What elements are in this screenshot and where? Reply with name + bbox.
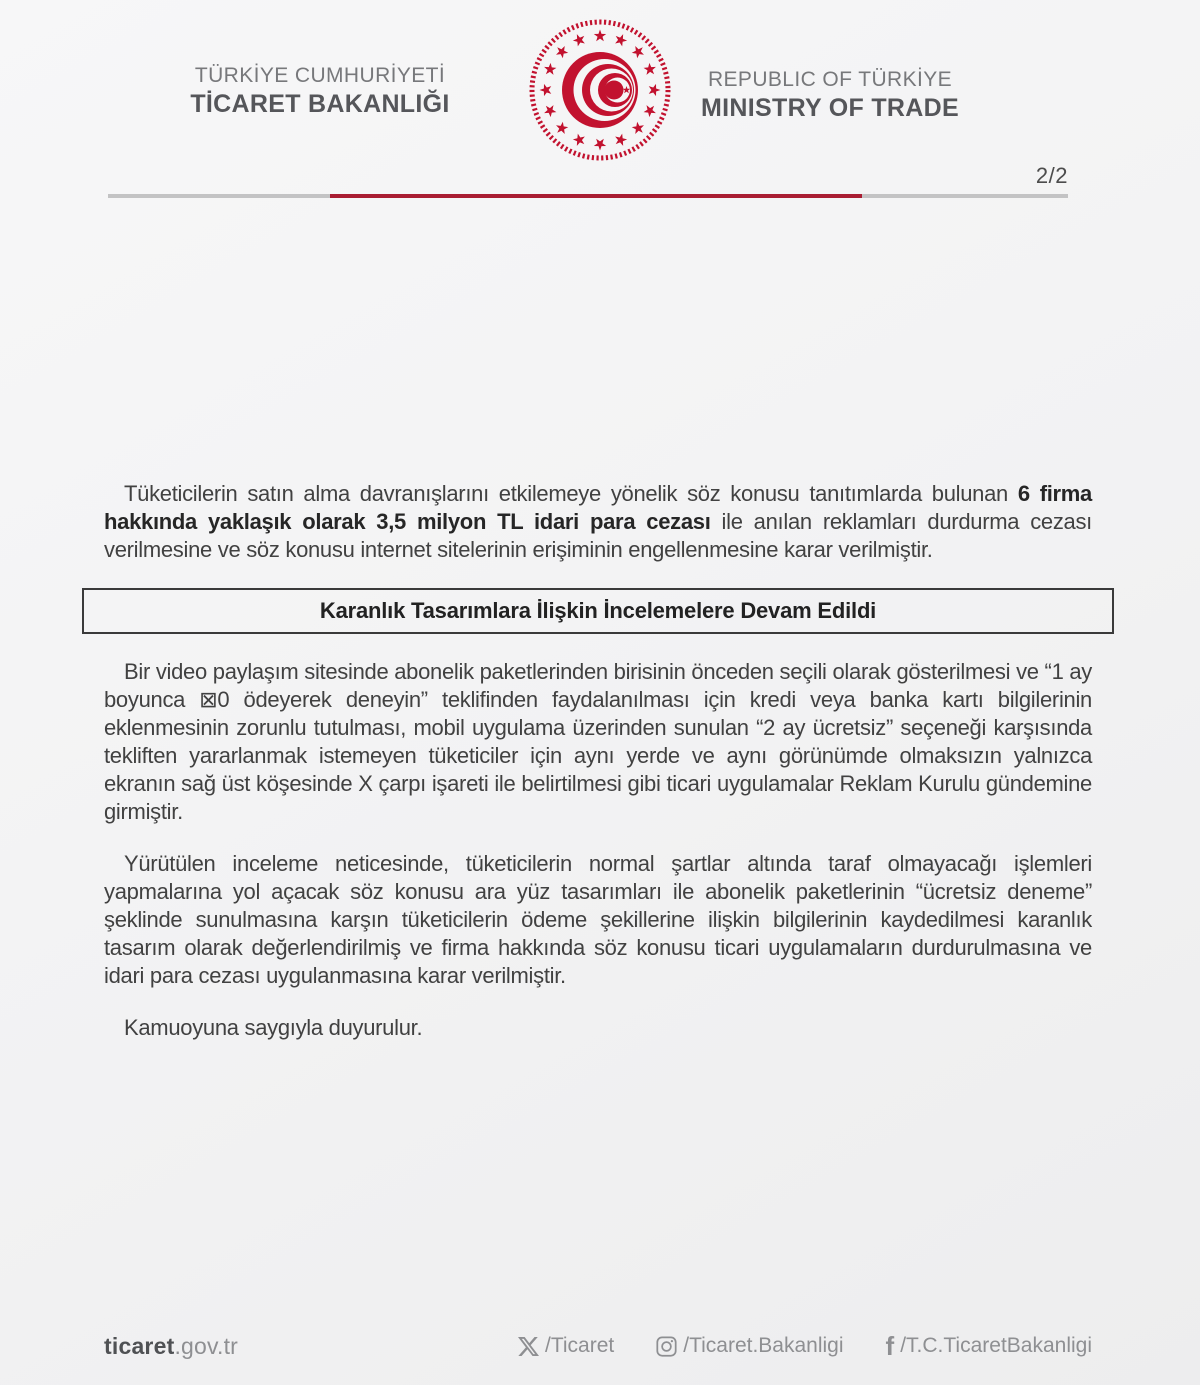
website-url[interactable] bbox=[104, 1333, 238, 1360]
instagram-icon bbox=[656, 1336, 677, 1357]
page-number: 2/2 bbox=[1035, 163, 1068, 188]
section-heading: Karanlık Tasarımlara İlişkin İncelemelere Devam Edildi bbox=[319, 598, 877, 623]
paragraph-fine bbox=[104, 480, 1092, 564]
paragraph-dark-patterns-case: Bir video paylaşım sitesinde abonelik paketlerinden birisinin önceden seçili olarak gösterilmesi ve “1 ay boyunca ⊠0 ödeyerek deneyin” teklifinden faydalanılması için kredi veya banka kartı bilgilerinin eklenmesinin zorunlu tutulması, mobil uygulama üzerinden sunulan “2 ay ücretsiz” seçeneği karşısında tekliften yararlanmak istemeyen tüketiciler için aynı yerde ve aynı görünümde olmaksızın yalnızca ekranın sağ üst köşesinde X çarpı işareti ile belirtilmesi gibi ticari uygulamalar Reklam Kurulu gündemine girmiştir. bbox=[104, 659, 1092, 824]
paragraph-fine-end: ile anılan reklamları durdurma cezası verilmesine ve söz konusu internet sitelerinin erişiminin engellenmesine karar verilmiştir. bbox=[104, 509, 1092, 562]
ministry-of-trade-emblem bbox=[525, 15, 675, 165]
paragraph-fine-bold: 6 firma hakkında yaklaşık olarak 3,5 milyon TL idari para cezası bbox=[104, 481, 1092, 534]
x-handle-label: /Ticaret bbox=[545, 1334, 615, 1357]
ministry-logo-icon bbox=[525, 15, 675, 165]
footer bbox=[104, 1326, 1092, 1366]
ministry-name-tr: TİCARET BAKANLIĞI bbox=[190, 90, 450, 118]
republic-name-tr: TÜRKİYE CUMHURİYETİ bbox=[194, 64, 446, 87]
ministry-name-turkish bbox=[140, 62, 500, 119]
social-links bbox=[518, 1331, 1092, 1361]
section-heading-box bbox=[82, 588, 1114, 634]
paragraph-fine-start: Tüketicilerin satın alma davranışlarını etkilemeye yönelik söz konusu tanıtımlarda bulunan bbox=[124, 481, 1018, 506]
instagram-link[interactable] bbox=[656, 1334, 843, 1358]
paragraph-decision: Yürütülen inceleme neticesinde, tüketicilerin normal şartlar altında taraf olmayacağı işlemleri yapmalarına yol açacak söz konusu ara yüz tasarımları ile abonelik paketlerinin “ücretsiz deneme” şeklinde sunulmasına karşın tüketicilerin ödeme şekillerine ilişkin bilgilerinin kaydedilmesi karanlık tasarım olarak değerlendirilmiş ve firma hakkında söz konusu ticari uygulamaların durdurulmasına ve idari para cezası uygulanmasına karar verilmiştir. bbox=[104, 851, 1092, 988]
website-url-bold: ticaret bbox=[104, 1332, 175, 1359]
instagram-handle-label: /Ticaret.Bakanligi bbox=[683, 1334, 844, 1357]
header-divider-rule bbox=[108, 194, 1068, 198]
ministry-name-en: MINISTRY OF TRADE bbox=[701, 94, 959, 122]
paragraph-closing: Kamuoyuna saygıyla duyurulur. bbox=[124, 1015, 423, 1040]
press-release-body bbox=[104, 480, 1092, 1066]
facebook-icon: f bbox=[885, 1331, 895, 1361]
website-url-rest: .gov.tr bbox=[174, 1332, 239, 1359]
x-twitter-icon bbox=[518, 1336, 539, 1357]
facebook-handle-label: /T.C.TicaretBakanligi bbox=[900, 1334, 1092, 1357]
republic-name-en: REPUBLIC OF TÜRKİYE bbox=[707, 68, 953, 91]
x-twitter-link[interactable] bbox=[518, 1334, 614, 1358]
ministry-name-english bbox=[655, 66, 1005, 123]
facebook-link[interactable] bbox=[885, 1331, 1092, 1361]
